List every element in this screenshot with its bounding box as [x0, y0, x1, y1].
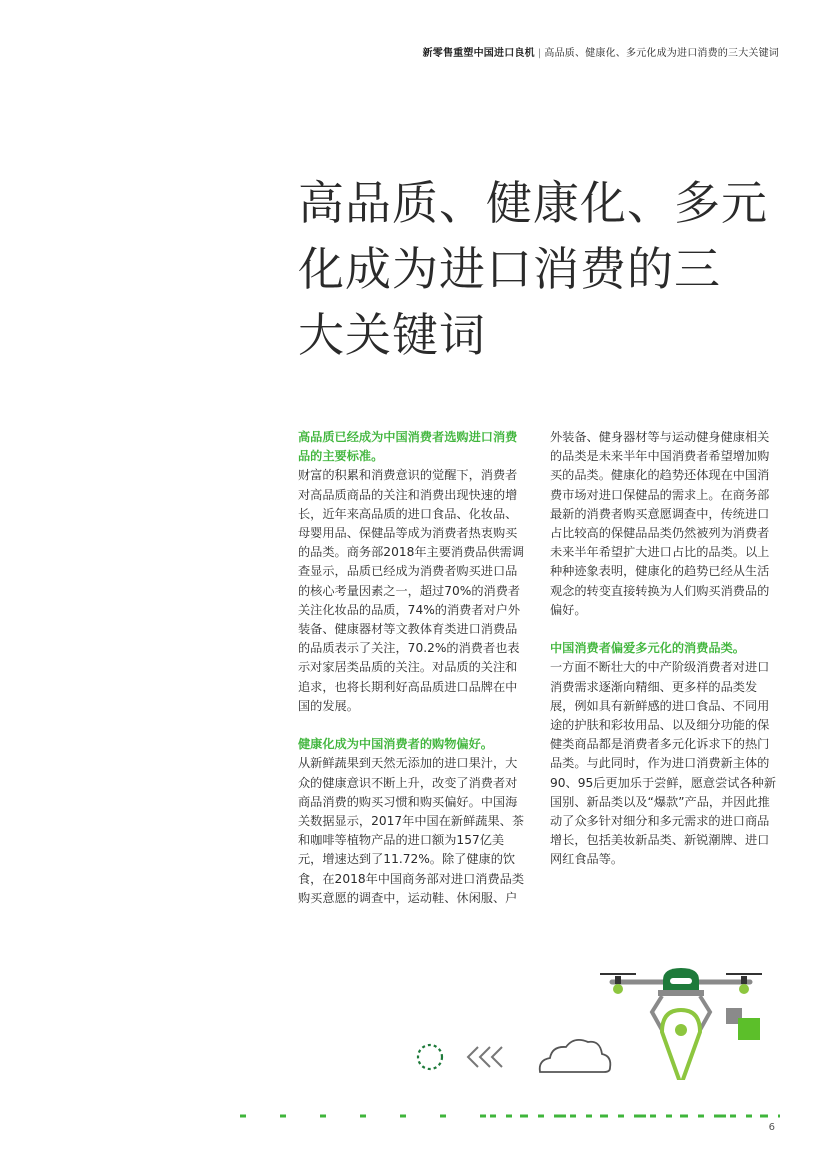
page-title: [298, 170, 768, 368]
title-line-3: 大关键词: [298, 308, 486, 362]
paragraph-health: 从新鲜蔬果到天然无添加的进口果汁，大众的健康意识不断上升，改变了消费者对商品消费的购买习惯和购买偏好。中国海关数据显示，2017年中国在新鲜蔬果、茶和咖啡等植物产品的进口额为157亿美元，增速达到了11.72%。除了健康的饮食，在2018年中国商务部对进口消费品类购买意愿的调查中，运动鞋、休闲服、户: [298, 756, 525, 905]
dashed-divider: [240, 1112, 780, 1120]
paragraph-health-continued: 外装备、健身器材等与运动健身健康相关的品类是未来半年中国消费者希望增加购买的品类。健康化的趋势还体现在中国消费市场对进口保健品的需求上。在商务部最新的消费者购买意愿调查中，传统进口占比较高的保健品品类仍然被列为消费者未来半年希望扩大进口占比的品类。以上种种迹象表明，健康化的趋势已经从生活观念的转变直接转换为人们购买消费品的偏好。: [550, 430, 770, 617]
paragraph-high-quality: 财富的积累和消费意识的觉醒下，消费者对高品质商品的关注和消费出现快速的增长，近年来高品质的进口食品、化妆品、母婴用品、保健品等成为消费者热衷购买的品类。商务部2018年主要消费品供需调查显示，品质已经成为消费者购买进口品的核心考量因素之一，超过70%的消费者关注化妆品的品质，74%的消费者对户外装备、健康器材等文教体育类进口消费品的品质表示了关注，70.2%的消费者也表示对家居类品质的关注。对品质的关注和追求，也将长期利好高品质进口品牌在中国的发展。: [298, 468, 525, 713]
paragraph-diversity: 一方面不断壮大的中产阶级消费者对进口消费需求逐渐向精细、更多样的品类发展，例如具有新鲜感的进口食品、不同用途的护肤和彩妆用品、以及细分功能的保健类商品都是消费者多元化诉求下的热门品类。与此同时，作为进口消费新主体的90、95后更加乐于尝鲜，愿意尝试各种新国别、新品类以及“爆款”产品，并因此推动了众多针对细分和多元需求的进口商品增长，包括美妆新品类、新锐潮牌、进口网红食品等。: [550, 660, 777, 867]
dotted-circle-icon: [418, 1045, 442, 1069]
left-column: [298, 428, 528, 908]
heading-health: 健康化成为中国消费者的购物偏好。: [298, 737, 493, 752]
green-square: [738, 1018, 760, 1040]
heading-diversity: 中国消费者偏爱多元化的消费品类。: [550, 641, 745, 656]
right-column: [550, 428, 780, 870]
header-separator: |: [537, 48, 542, 59]
header-doc-title: 新零售重塑中国进口良机: [422, 48, 535, 59]
drone-illustration: [400, 960, 800, 1080]
page-number: 6: [768, 1122, 775, 1133]
title-line-1: 高品质、健康化、多元: [298, 176, 768, 230]
running-header: [423, 44, 779, 59]
header-section-title: 高品质、健康化、多元化成为进口消费的三大关键词: [544, 48, 779, 59]
heading-high-quality: 高品质已经成为中国消费者选购进口消费品的主要标准。: [298, 430, 518, 464]
cloud-icon: [540, 1040, 611, 1072]
chevrons-left-icon: [468, 1047, 502, 1067]
title-line-2: 化成为进口消费的三: [298, 242, 721, 296]
location-pin-icon: [662, 1010, 700, 1080]
